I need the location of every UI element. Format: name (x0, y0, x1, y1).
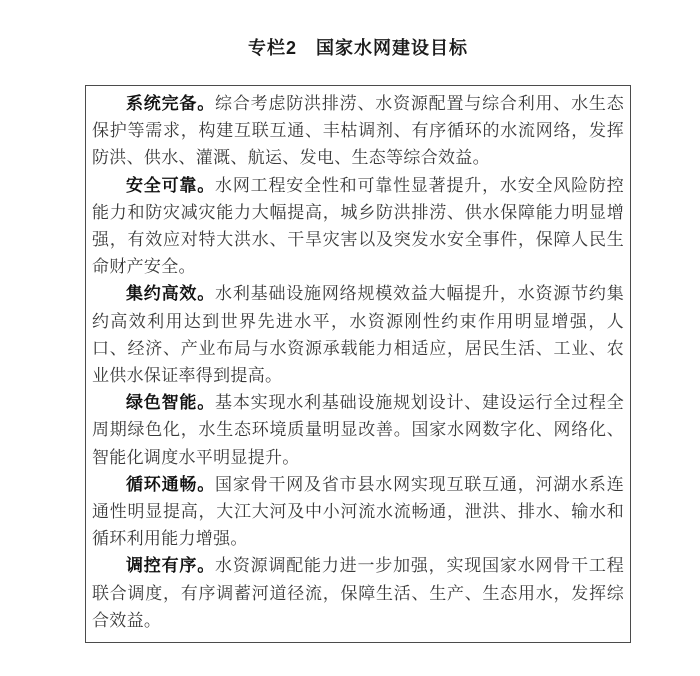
paragraph-green-smart (92, 389, 624, 471)
paragraph-lead: 系统完备。 (126, 94, 216, 113)
paragraph-lead: 调控有序。 (126, 556, 216, 576)
paragraph-body: 水资源调配能力进一步加强，实现国家水网骨干工程联合调度，有序调蓄河道径流，保障生活、生产、生态用水，发挥综合效益。 (92, 556, 625, 630)
page-title: 专栏2 国家水网建设目标 (247, 38, 468, 58)
paragraph-lead: 循环通畅。 (126, 474, 216, 494)
paragraph-lead: 绿色智能。 (126, 393, 216, 413)
paragraph-body: 水利基础设施网络规模效益大幅提升，水资源节约集约高效利用达到世界先进水平，水资源刚性约束作用明显增强，人口、经济、产业布局与水资源承载能力相适应，居民生活、工业、农业供水保证率得到提高。 (92, 284, 625, 386)
paragraph-circulation-smooth (92, 471, 624, 553)
paragraph-body: 国家骨干网及省市县水网实现互联互通，河湖水系连通性明显提高，大江大河及中小河流水流畅通，泄洪、排水、输水和循环利用能力增强。 (92, 474, 625, 549)
paragraph-body: 综合考虑防洪排涝、水资源配置与综合利用、水生态保护等需求，构建互联互通、丰枯调剂、有序循环的水流网络，发挥防洪、供水、灌溉、航运、发电、生态等综合效益。 (92, 94, 625, 168)
paragraph-system-complete (92, 90, 624, 172)
paragraph-orderly-regulation (92, 552, 624, 634)
paragraph-lead: 安全可靠。 (126, 175, 216, 195)
paragraph-body: 基本实现水利基础设施规划设计、建设运行全过程全周期绿色化，水生态环境质量明显改善。国家水网数字化、网络化、智能化调度水平明显提升。 (92, 393, 625, 467)
paragraph-body: 水网工程安全性和可靠性显著提升，水安全风险防控能力和防灾减灾能力大幅提高，城乡防洪排涝、供水保障能力明显增强，有效应对特大洪水、干旱灾害以及突发水安全事件，保障人民生命财产安全。 (92, 175, 625, 277)
paragraph-safe-reliable (92, 172, 624, 281)
paragraph-lead: 集约高效。 (126, 284, 216, 304)
content-box (85, 85, 631, 643)
paragraph-intensive-efficient (92, 280, 624, 389)
